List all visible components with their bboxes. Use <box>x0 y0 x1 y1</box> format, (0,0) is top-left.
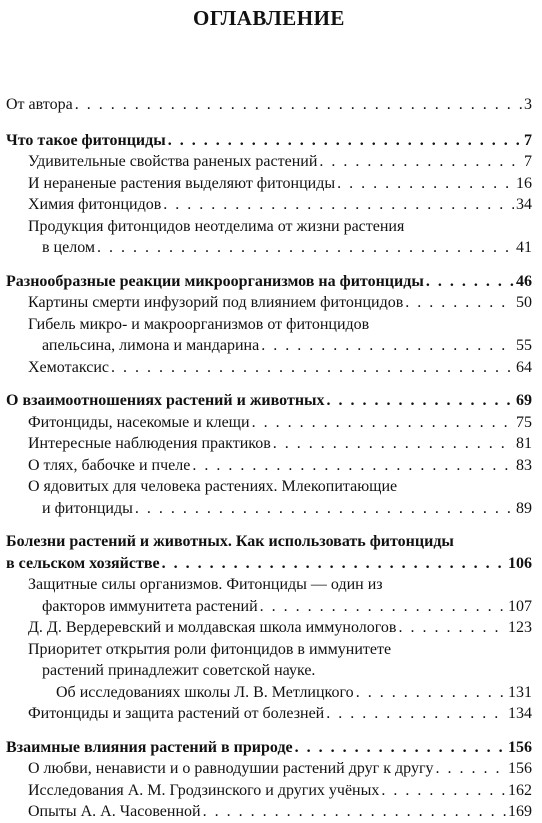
toc-entry[interactable] <box>6 617 532 639</box>
toc-leader-dots <box>295 737 506 759</box>
toc-entry[interactable] <box>6 455 532 477</box>
toc-entry-text[interactable]: Гибель микро- и макроорганизмов от фитонцидов <box>28 315 370 333</box>
toc-entry[interactable] <box>6 498 532 520</box>
toc-entry[interactable] <box>6 173 532 195</box>
toc-leader-dots <box>252 412 514 434</box>
page-title: ОГЛАВЛЕНИЕ <box>193 6 345 30</box>
toc-entry-text: О любви, ненависти и о равнодушии растений друг к другу <box>28 760 434 777</box>
toc-entry-text[interactable]: Защитные силы организмов. Фитонциды — один из <box>28 576 383 593</box>
toc-leader-dots <box>75 94 522 116</box>
toc-page-number: 123 <box>508 619 532 636</box>
toc-leader-dots <box>97 237 514 259</box>
table-of-contents <box>6 94 532 823</box>
toc-entry-text[interactable]: О ядовитых для человека растениях. Млекопитающие <box>28 478 398 495</box>
toc-leader-dots <box>356 682 506 704</box>
toc-page-number: 50 <box>516 294 532 311</box>
toc-leader-dots <box>273 433 514 455</box>
toc-entry[interactable] <box>6 194 532 216</box>
toc-entry-text[interactable]: Продукция фитонцидов неотделима от жизни растения <box>28 217 405 235</box>
toc-entry-text: Опыты А. А. Часовенной <box>28 803 201 820</box>
toc-entry[interactable] <box>6 801 532 823</box>
toc-page-number: 83 <box>516 456 532 474</box>
toc-entry-text: Хемотаксис <box>28 358 109 376</box>
toc-page-number: 169 <box>508 803 532 820</box>
toc-section-diseases-cont[interactable] <box>6 553 532 575</box>
toc-entry[interactable] <box>6 682 532 704</box>
toc-page-number: 55 <box>516 337 532 354</box>
toc-entry[interactable] <box>6 292 532 314</box>
toc-entry-text: апельсина, лимона и мандарина <box>42 337 260 354</box>
toc-entry-text: И нераненые растения выделяют фитонциды <box>28 174 336 192</box>
toc-entry-text: От автора <box>6 96 73 113</box>
toc-page-number: 7 <box>524 153 532 170</box>
toc-page-number: 106 <box>508 554 532 572</box>
toc-page-number: 107 <box>508 597 532 615</box>
toc-entry-text: Фитонциды и защита растений от болезней <box>28 705 325 722</box>
toc-entry-text: Что такое фитонциды <box>6 131 166 149</box>
toc-leader-dots <box>405 292 514 314</box>
toc-leader-dots <box>261 335 514 357</box>
toc-page-number: 34 <box>516 196 532 213</box>
toc-entry-text: Интересные наблюдения практиков <box>28 435 271 452</box>
toc-entry-text: О тлях, бабочке и пчеле <box>28 456 191 474</box>
toc-entry-text[interactable]: растений принадлежит советской науке. <box>42 662 316 679</box>
toc-leader-dots <box>162 553 506 575</box>
toc-leader-dots <box>398 617 506 639</box>
toc-section-mutual-influences[interactable] <box>6 737 532 759</box>
toc-page-number: 156 <box>508 760 532 777</box>
toc-leader-dots <box>163 194 514 216</box>
toc-entry[interactable] <box>6 758 532 780</box>
toc-entry[interactable] <box>6 335 532 357</box>
toc-entry-author-preface[interactable] <box>6 94 532 116</box>
toc-entry-text: Д. Д. Вердеревский и молдавская школа иммунологов <box>28 619 397 636</box>
toc-leader-dots <box>326 703 506 725</box>
toc-entry-text: Об исследованиях школы Л. В. Метлицкого <box>56 683 354 701</box>
toc-leader-dots <box>203 801 506 823</box>
toc-leader-dots <box>168 130 522 152</box>
toc-leader-dots <box>337 173 514 195</box>
toc-section-diseases[interactable]: Болезни растений и животных. Как использовать фитонциды <box>6 533 454 550</box>
toc-leader-dots <box>111 357 514 379</box>
toc-entry-text: Химия фитонцидов <box>28 196 162 213</box>
toc-entry-text: О взаимоотношениях растений и животных <box>6 392 325 409</box>
toc-page-number: 81 <box>516 435 532 452</box>
toc-entry-text: в сельском хозяйстве <box>6 554 160 572</box>
toc-section-plants-and-animals[interactable] <box>6 390 532 412</box>
toc-page-number: 134 <box>508 705 532 722</box>
toc-entry[interactable] <box>6 433 532 455</box>
toc-entry-text: Удивительные свойства раненых растений <box>28 153 318 170</box>
toc-page-number: 3 <box>524 96 532 113</box>
toc-section-what-are-phytoncides[interactable] <box>6 130 532 152</box>
toc-entry[interactable] <box>6 780 532 802</box>
toc-entry-text: Взаимные влияния растений в природе <box>6 738 293 756</box>
toc-page-number: 64 <box>516 358 532 376</box>
toc-entry-text: в целом <box>42 239 96 256</box>
toc-leader-dots <box>260 596 506 618</box>
toc-entry[interactable] <box>6 412 532 434</box>
toc-leader-dots <box>319 151 522 173</box>
toc-entry-text: Разнообразные реакции микроорганизмов на фитонциды <box>6 272 424 290</box>
toc-page-number: 156 <box>508 738 532 756</box>
toc-leader-dots <box>426 271 514 293</box>
toc-entry-text: Исследования А. М. Гродзинского и других учёных <box>28 781 380 799</box>
toc-entry-text: и фитонциды <box>42 499 133 517</box>
toc-page-number: 162 <box>508 781 532 799</box>
toc-leader-dots <box>381 780 506 802</box>
toc-leader-dots <box>135 498 514 520</box>
toc-entry[interactable] <box>6 596 532 618</box>
toc-page-number: 131 <box>508 683 532 701</box>
toc-page-number: 46 <box>516 272 532 290</box>
toc-page-number: 16 <box>516 174 532 192</box>
toc-leader-dots <box>192 455 514 477</box>
toc-entry-text: Фитонциды, насекомые и клещи <box>28 413 250 431</box>
toc-page-number: 41 <box>516 239 532 256</box>
toc-entry[interactable] <box>6 703 532 725</box>
toc-entry-text: факторов иммунитета растений <box>42 597 258 615</box>
toc-leader-dots <box>436 758 507 780</box>
toc-entry-text: Картины смерти инфузорий под влиянием фитонцидов <box>28 294 404 311</box>
toc-entry[interactable] <box>6 151 532 173</box>
toc-page-number: 69 <box>516 392 532 409</box>
toc-entry[interactable] <box>6 357 532 379</box>
toc-entry[interactable] <box>6 237 532 259</box>
toc-entry-text[interactable]: Приоритет открытия роли фитонцидов в иммунитете <box>28 640 392 658</box>
toc-section-microorganism-reactions[interactable] <box>6 271 532 293</box>
toc-page-number: 89 <box>516 499 532 517</box>
toc-leader-dots <box>327 390 514 412</box>
toc-page-number: 7 <box>524 131 532 149</box>
toc-page-number: 75 <box>516 413 532 431</box>
